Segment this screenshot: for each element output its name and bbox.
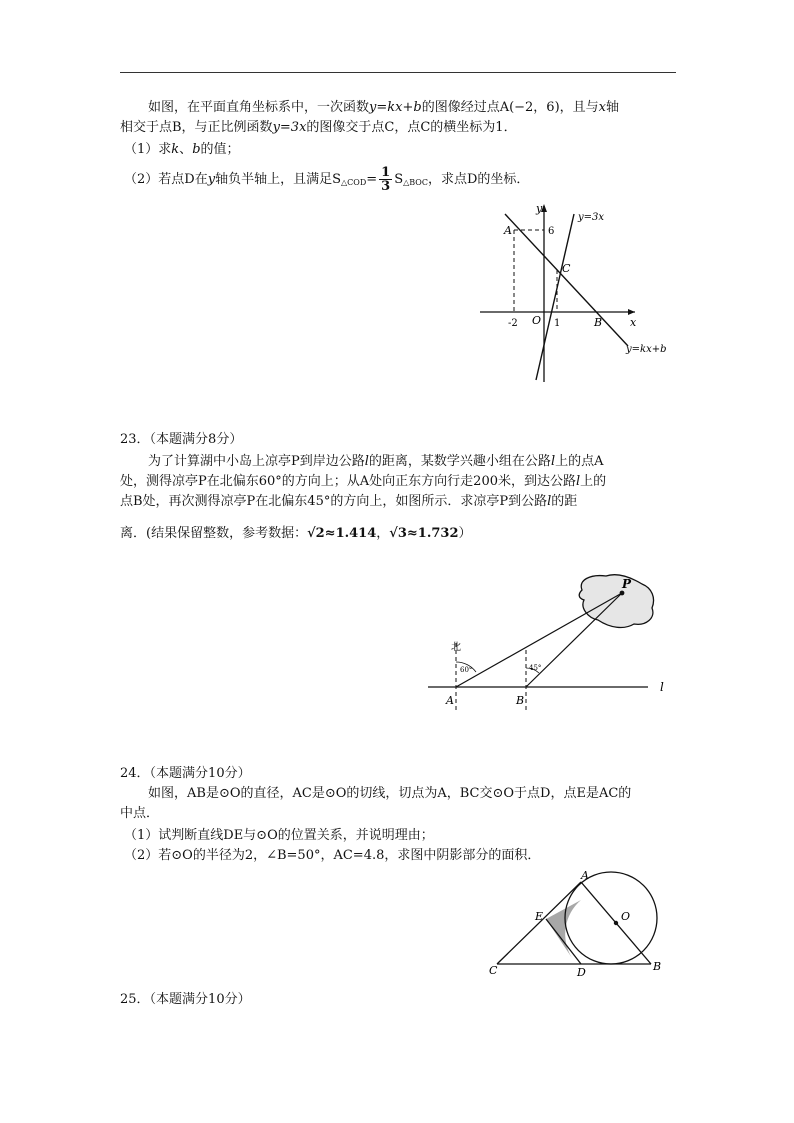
header-rule [120,72,676,73]
q23-road-var: l [547,494,552,509]
q23-text: 处，测得凉亭P在北偏东60°的方向上；从A处向正东方向行走200米，到达公路 [120,474,576,489]
origin-label: O [532,314,542,327]
x-axis-arrow [628,309,635,315]
center-o-label: O [621,910,631,923]
angle-45-label: 45° [529,664,542,672]
q23-approx-value: ≈1.414 [324,526,377,541]
q23-sqrt3: √3 [389,526,407,541]
q23-text: 的距 [551,494,578,509]
q24-line1: 如图，AB是⊙O的直径，AC是⊙O的切线，切点为A，BC交⊙O于点D，点E是AC的 [148,786,632,801]
q24-part2: （2）若⊙O的半径为2，∠B=50°，AC=4.8，求图中阴影部分的面积． [124,848,541,863]
tick-neg2: -2 [508,318,518,329]
center-o-dot [614,921,618,925]
q22-text: 如图，在平面直角坐标系中，一次函数 [148,100,370,115]
q22-k-var: k [171,142,180,157]
q22-x-var: x [598,100,606,115]
q23-lake-figure [420,568,680,716]
q23-text: 上的 [580,474,607,489]
q22-y-var: y [207,172,216,187]
y-axis-label: y [536,202,543,215]
point-c-label: C [489,964,498,977]
q22-equals: = [366,172,378,187]
q23-text: 的距离，某数学兴趣小组在公路 [368,454,551,469]
q22-text: 的图像经过点A(−2，6)，且与 [421,100,599,115]
tick-1: 1 [554,318,561,329]
q22-area-sub: △BOC [403,178,428,187]
q22-fraction [379,166,392,193]
island-shape [579,575,653,628]
angle-60-label: 60° [460,666,473,674]
q22-eq-linear: y=kx+b [369,100,422,115]
q23-header: 23．（本题满分8分） [120,432,243,447]
q22-part2 [124,165,529,198]
q23-text: 点B处，再次测得凉亭P在北偏东45°的方向上，如图所示．求凉亭P到公路 [120,494,548,509]
shaded-region [546,900,581,958]
q23-text: ， [376,526,390,541]
point-a-label: A [446,694,454,707]
label-y-kx-b: y=kx+b [626,344,667,355]
q22-eq-proportional: y=3x [272,120,307,135]
point-p-label: P [622,577,632,591]
q24-part1: （1）试判断直线DE与⊙O的位置关系，并说明理由； [124,828,434,843]
q22-area-sub: △COD [340,178,367,187]
q24-circle-figure [485,868,685,980]
q23-approx-value: ≈1.732 [406,526,459,541]
point-b-label: B [594,316,603,329]
q22-text: （1）求 [124,142,172,157]
q23-road-var: l [576,474,581,489]
point-b-label: B [653,960,662,973]
road-label: l [660,680,664,694]
point-d-label: D [577,966,586,979]
q22-line2 [120,118,517,138]
q23-text: 上的点A [555,454,604,469]
point-a-label: A [504,224,512,237]
q23-road-var: l [550,454,556,469]
q23-text: 离．(结果保留整数，参考数据： [120,526,308,541]
label-y-3x: y=3x [578,212,605,223]
q23-sqrt2: √2 [307,526,325,541]
q23-text: 为了计算湖中小岛上凉亭P到岸边公路 [148,454,365,469]
north-label: 北 [451,642,461,653]
x-axis-label: x [630,316,637,329]
q24-header: 24．（本题满分10分） [120,766,251,781]
q22-frac-num: 1 [381,165,391,180]
q22-area-s: S [394,172,404,187]
q22-line1 [148,98,619,118]
q22-text: 、 [179,142,193,157]
q22-text: 的图像交于点C，点C的横坐标为1． [306,120,517,135]
q23-line1 [148,452,604,472]
point-b-label: B [516,694,525,707]
q22-part1 [124,140,240,160]
q23-line4 [120,524,472,544]
point-c-label: C [562,262,571,275]
point-a-label: A [581,869,589,882]
line-y-3x [536,214,574,380]
sight-line-b-p [526,593,622,687]
q22-text: 轴负半轴上，且满足 [215,172,333,187]
q22-area-s: S [332,172,341,187]
q23-text: ） [458,526,472,541]
tick-6: 6 [548,226,555,237]
q22-text: 的值； [200,142,240,157]
q25-header: 25．（本题满分10分） [120,992,251,1007]
q24-line2: 中点． [120,806,160,821]
q22-text: 相交于点B，与正比例函数 [120,120,273,135]
q23-road-var: l [364,454,369,469]
point-e-label: E [535,910,544,923]
q23-line2 [120,472,606,492]
q22-text: 轴 [606,100,620,115]
point-p-dot [620,591,625,596]
q22-frac-den: 3 [381,179,391,194]
line-y-kx-b [505,214,628,346]
q22-text: ，求点D的坐标． [427,172,530,187]
q22-text: （2）若点D在 [124,172,208,187]
q23-line3 [120,492,577,512]
q22-coordinate-figure [480,200,680,386]
q22-b-var: b [192,142,201,157]
